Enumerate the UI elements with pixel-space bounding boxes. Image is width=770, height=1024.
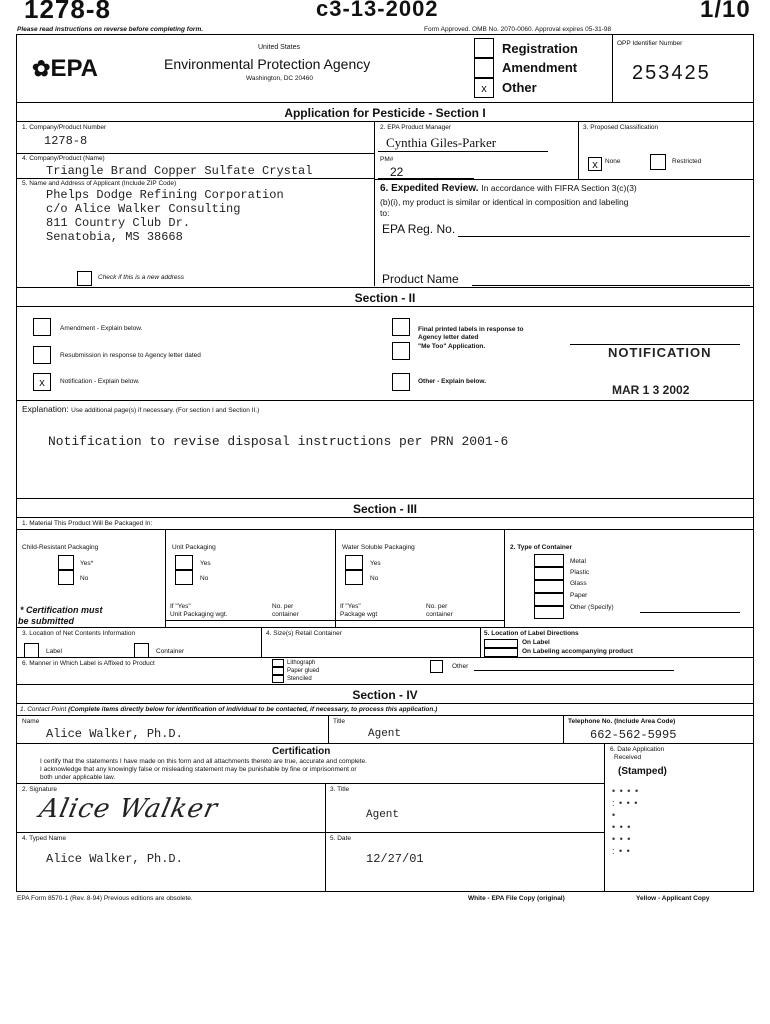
notification-stamp-text: NOTIFICATION (608, 345, 712, 360)
water-no-label: No (370, 575, 379, 582)
paper-glued-checkbox[interactable] (272, 667, 284, 675)
affix-other-checkbox[interactable] (430, 660, 443, 673)
type-glass: Glass (570, 580, 587, 587)
stenciled-checkbox[interactable] (272, 675, 284, 683)
child-yes-label: Yes* (80, 560, 94, 567)
certification-line2: I acknowledge that any knowingly false or misleading statement may be punishable by fine or imprisonment or (40, 766, 357, 773)
new-address-label: Check if this is a new address (98, 274, 184, 281)
net-container-checkbox[interactable] (134, 643, 149, 658)
handwritten-date: c3-13-2002 (316, 0, 439, 21)
company-product-number[interactable]: 1278-8 (44, 134, 88, 148)
epa-logo: ✿EPA (32, 55, 99, 82)
option-amendment: Amendment (502, 60, 578, 75)
unit-packaging-label: Unit Packaging (172, 544, 216, 551)
contact-title[interactable]: Agent (368, 728, 402, 740)
date-received-label1: 6. Date Application (610, 746, 665, 753)
resubmission-checkbox[interactable] (33, 346, 51, 364)
notification-checkbox[interactable]: x (33, 373, 51, 391)
type-other: Other (Specify) (570, 604, 614, 611)
amendment-explain-checkbox[interactable] (33, 318, 51, 336)
epa-reg-no-label: EPA Reg. No. (382, 222, 456, 236)
water-yes-checkbox[interactable] (345, 555, 363, 570)
resubmission-label: Resubmission in response to Agency letter dated (60, 352, 201, 359)
date-received-label2: Received (614, 754, 642, 761)
child-no-checkbox[interactable] (58, 570, 74, 585)
final-labels-line2: Agency letter dated (418, 334, 479, 341)
pm-label: PM# (380, 156, 394, 163)
on-labeling-checkbox[interactable] (484, 648, 518, 657)
on-labeling-text: On Labeling accompanying product (522, 648, 633, 655)
expedited-review-title: 6. Expedited Review. In accordance with FIFRA Section 3(c)(3) (380, 183, 637, 194)
water-per-label: No. per (426, 603, 448, 610)
agency-name: Environmental Protection Agency (164, 56, 371, 72)
final-labels-line1: Final printed labels in response to (418, 326, 524, 333)
section-4-title: Section - IV (352, 688, 418, 702)
water-ifyes: If "Yes" (340, 603, 361, 610)
section-3-title: Section - III (352, 502, 417, 516)
date[interactable]: 12/27/01 (366, 852, 424, 866)
applicant-label: 5. Name and Address of Applicant (Include ZIP Code) (22, 180, 177, 187)
other-explain-checkbox[interactable] (392, 373, 410, 391)
unit-no-checkbox[interactable] (175, 570, 193, 585)
date-label: 5. Date (330, 835, 351, 842)
notification-label: Notification - Explain below. (60, 378, 140, 385)
contact-title-label: Title (333, 718, 346, 725)
unit-yes-label: Yes (200, 560, 211, 567)
classification-restricted-label: Restricted (672, 158, 702, 165)
received-stamp-dots: • • • • : • • • • • • • • • • : • • (612, 786, 640, 856)
child-no-label: No (80, 575, 89, 582)
other-container-checkbox[interactable] (534, 606, 564, 619)
child-yes-checkbox[interactable] (58, 555, 74, 570)
type-plastic: Plastic (570, 569, 590, 576)
on-label-text: On Label (522, 639, 550, 646)
net-container-text: Container (156, 648, 185, 655)
classification-label: 3. Proposed Classification (583, 124, 659, 131)
net-label-text: Label (46, 648, 62, 655)
lithograph-checkbox[interactable] (272, 659, 284, 667)
section-1-title: Application for Pesticide - Section I (284, 106, 486, 120)
telephone-label: Telephone No. (Include Area Code) (568, 718, 676, 725)
product-name[interactable]: Triangle Brand Copper Sulfate Crystal (46, 164, 313, 178)
metal-checkbox[interactable] (534, 554, 564, 567)
me-too-checkbox[interactable] (392, 342, 410, 360)
label-directions-label: 5. Location of Label Directions (484, 630, 579, 637)
signature[interactable]: Alice Walker (36, 794, 221, 824)
option-registration: Registration (502, 41, 578, 56)
package-wgt-label: Package wgt (340, 611, 378, 618)
net-contents-label: 3. Location of Net Contents Information (22, 630, 136, 637)
type-metal: Metal (570, 558, 586, 565)
product-manager-label: 2. EPA Product Manager (380, 124, 452, 131)
glass-checkbox[interactable] (534, 580, 564, 593)
section-2-title: Section - II (354, 291, 416, 305)
epa-reg-no-field[interactable] (458, 236, 750, 237)
pm-number[interactable]: 22 (390, 165, 404, 179)
title3-label: 3. Title (330, 786, 350, 793)
unit-ifyes: If "Yes" (170, 603, 191, 610)
packaged-in-label: 1. Material This Product Will Be Packaged In: (22, 520, 153, 527)
label-affixed-label: 6. Manner in Which Label is Affixed to Product (22, 660, 155, 667)
certification-note2: be submitted (18, 616, 75, 626)
product-manager[interactable]: Cynthia Giles-Parker (386, 135, 497, 150)
retail-size-label: 4. Size(s) Retail Container (266, 630, 342, 637)
applicant-address[interactable]: Phelps Dodge Refining Corporation c/o Alice Walker Consulting 811 Country Club Dr. Senatobia, MS 38668 (46, 188, 284, 244)
explanation-text[interactable]: Notification to revise disposal instructions per PRN 2001-6 (48, 434, 509, 449)
explanation-label: Explanation: Use additional page(s) if necessary. (For section I and Section II.) (22, 404, 260, 414)
other-checkbox[interactable]: x (474, 78, 494, 98)
company-product-number-label: 1. Company/Product Number (22, 124, 107, 131)
water-soluble-label: Water Soluble Packaging (342, 544, 415, 551)
certification-line1: I certify that the statements I have made on this form and all attachments thereto are true, accurate and complete. (40, 758, 367, 765)
signature-label: 2. Signature (22, 786, 58, 793)
opp-label: OPP Identifier Number (617, 40, 683, 47)
date-received-stamped: (Stamped) (618, 766, 667, 777)
final-labels-checkbox[interactable] (392, 318, 410, 336)
new-address-checkbox[interactable] (77, 271, 92, 286)
instructions-note: Please read instructions on reverse before completing form. (17, 26, 204, 33)
handwritten-id: 1278-8 (24, 0, 111, 24)
option-other: Other (502, 80, 537, 95)
expedited-review-line2: (b)(i), my product is similar or identical in composition and labeling (380, 197, 629, 207)
unit-no-label: No (200, 575, 209, 582)
net-label-checkbox[interactable] (24, 643, 39, 658)
affix-methods: Lithograph Paper glued Stenciled (287, 660, 320, 682)
omb-note: Form Approved. OMB No. 2070-0060. Approval expires 05-31-98 (424, 26, 612, 33)
handwritten-page: 1/10 (700, 0, 751, 23)
certification-line3: both under applicable law. (40, 774, 116, 781)
container-type-label: 2. Type of Container (510, 544, 572, 551)
product-name-label: 4. Company/Product (Name) (22, 155, 105, 162)
unit-per-label: No. per (272, 603, 294, 610)
affix-other-label: Other (452, 663, 469, 670)
unit-container-label: container (272, 611, 299, 618)
telephone[interactable]: 662-562-5995 (590, 728, 677, 742)
classification-none-checkbox[interactable]: x (588, 157, 602, 171)
registration-checkbox[interactable] (474, 38, 494, 58)
unit-wgt-label: Unit Packaging wgt. (170, 611, 228, 618)
water-no-checkbox[interactable] (345, 570, 363, 585)
water-container-label: container (426, 611, 453, 618)
child-resistant-label: Child-Resistant Packaging (22, 544, 99, 551)
amendment-checkbox[interactable] (474, 58, 494, 78)
amendment-explain-label: Amendment - Explain below. (60, 325, 143, 332)
form-number: EPA Form 8570-1 (Rev. 8-94) Previous editions are obsolete. (17, 895, 193, 902)
contact-name[interactable]: Alice Walker, Ph.D. (46, 727, 183, 741)
expedited-review-line3: to: (380, 208, 390, 218)
agency-address: Washington, DC 20460 (246, 75, 313, 82)
classification-restricted-checkbox[interactable] (650, 154, 666, 170)
certification-note1: * Certification must (20, 605, 103, 615)
contact-name-label: Name (22, 718, 40, 725)
classification-none-label: None (605, 158, 621, 165)
other-explain-label: Other - Explain below. (418, 378, 487, 385)
on-label-checkbox[interactable] (484, 639, 518, 648)
unit-yes-checkbox[interactable] (175, 555, 193, 570)
agency-line1: United States (258, 44, 301, 51)
water-yes-label: Yes (370, 560, 381, 567)
me-too-label: "Me Too" Application. (418, 343, 486, 350)
yellow-copy: Yellow - Applicant Copy (636, 895, 710, 902)
product-name2-label: Product Name (382, 272, 459, 286)
typed-name-label: 4. Typed Name (22, 835, 66, 842)
product-name2-field[interactable] (472, 285, 750, 286)
plastic-checkbox[interactable] (534, 567, 564, 580)
contact-point: 1. Contact Point (Complete items directly below for identification of individual to be contacted, if necessary, to process this application.) (20, 706, 438, 713)
opp-number: 253425 (632, 62, 711, 84)
notification-stamp-date: MAR 1 3 2002 (612, 383, 690, 397)
typed-name[interactable]: Alice Walker, Ph.D. (46, 852, 183, 866)
type-paper: Paper (570, 592, 588, 599)
certification-title: Certification (272, 746, 331, 757)
white-copy: White - EPA File Copy (original) (468, 895, 565, 902)
paper-checkbox[interactable] (534, 593, 564, 606)
title3[interactable]: Agent (366, 809, 400, 821)
